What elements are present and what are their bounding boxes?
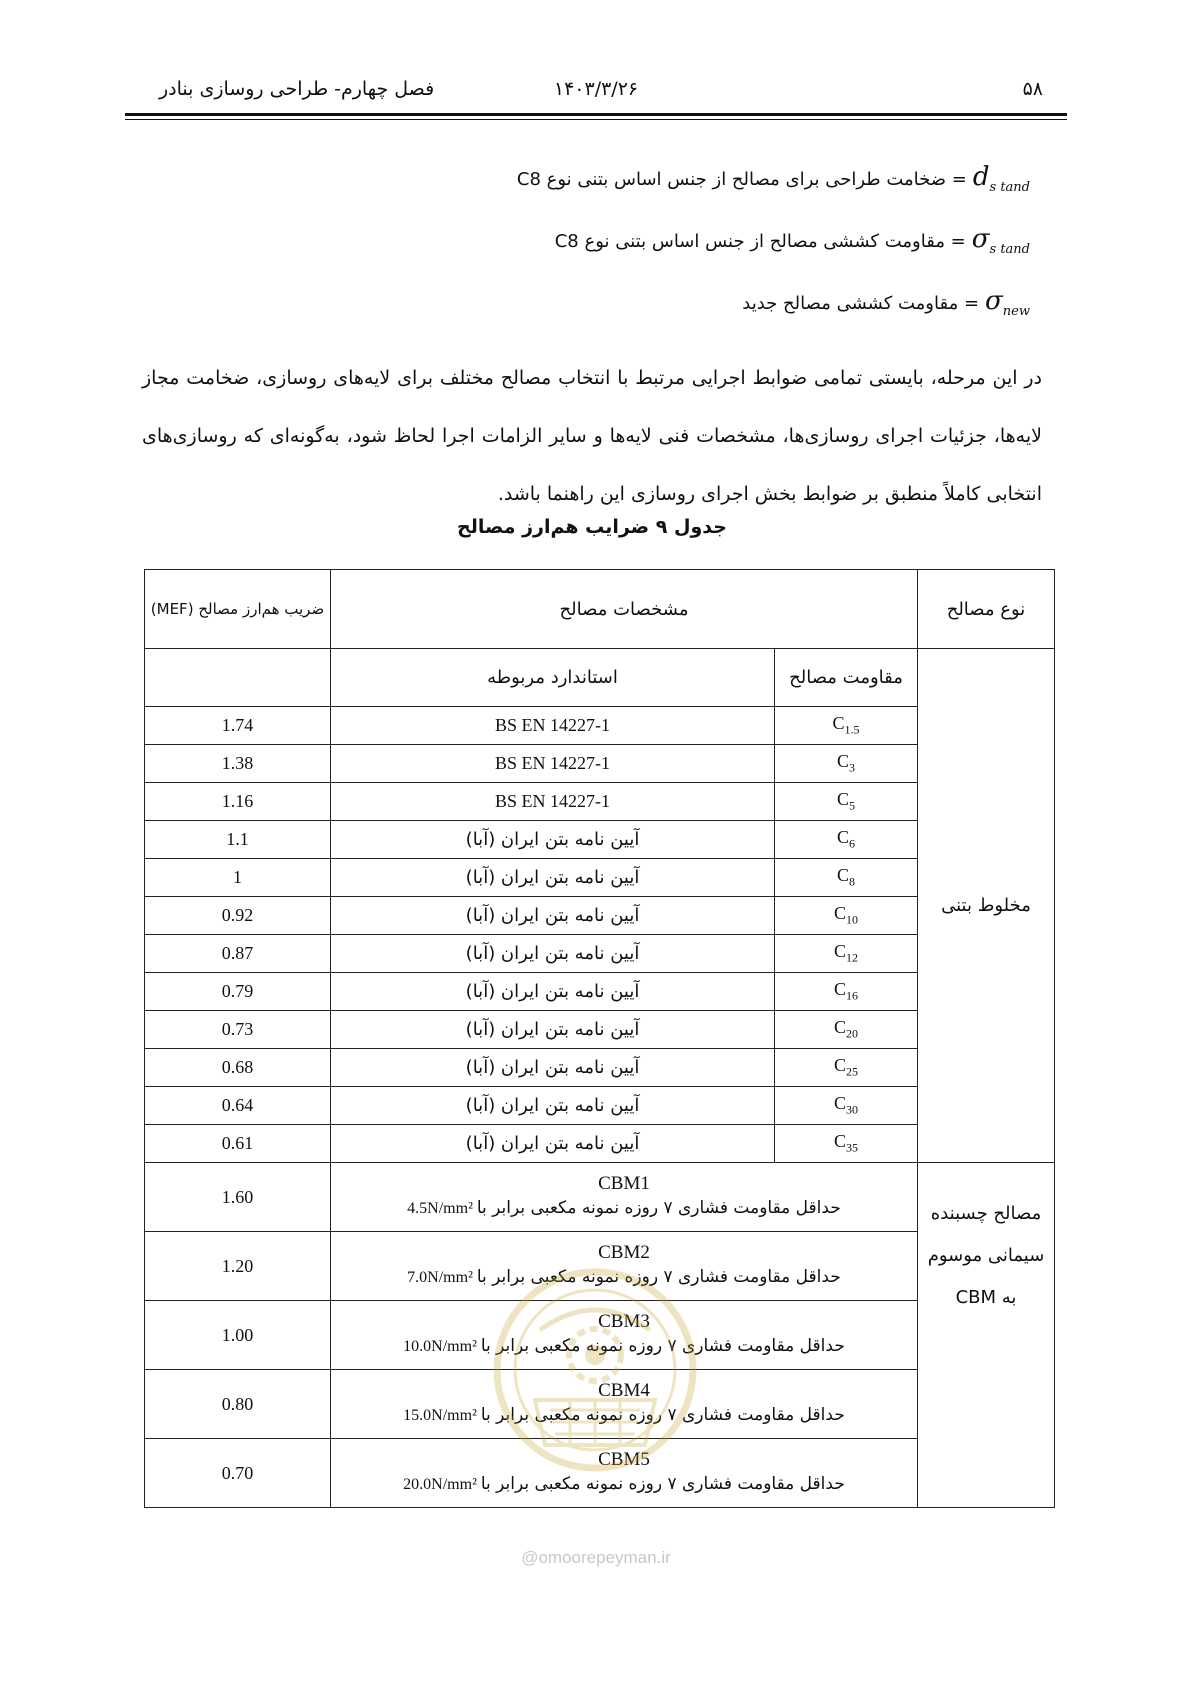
strength-grade [775, 821, 918, 859]
cbm-spec-prefix: حداقل مقاومت فشاری ۷ روزه نمونه مکعبی برابر با [480, 1473, 845, 1494]
cbm-name: CBM2 [598, 1241, 650, 1263]
grade-subscript: 6 [849, 836, 856, 851]
strength-grade [775, 1049, 918, 1087]
cbm-strength-value: 10.0N/mm² [403, 1337, 477, 1355]
watermark-seal-logo [480, 1260, 710, 1510]
mef-cell: 1.00 [145, 1301, 331, 1370]
mef-cell: 0.64 [145, 1087, 331, 1125]
definition-text: = مقاومت کششی مصالح جدید [742, 292, 980, 314]
mef-cell: 1.74 [145, 707, 331, 745]
header-mef: ضریب هم‌ارز مصالح (MEF) [145, 570, 331, 649]
mef-cell: 0.61 [145, 1125, 331, 1163]
strength-grade [775, 897, 918, 935]
standard-cell: آیین نامه بتن ایران (آبا) [331, 1087, 775, 1125]
mef-cell: 0.68 [145, 1049, 331, 1087]
standard-cell: BS EN 14227-1 [331, 745, 775, 783]
table-header-row [145, 570, 1055, 649]
cbm-name: CBM4 [598, 1379, 650, 1401]
cbm-spec-cell [331, 1163, 918, 1232]
strength-grade [775, 1125, 918, 1163]
strength-grade [775, 783, 918, 821]
group-cbm: مصالح چسبنده سیمانی موسوم به CBM [918, 1163, 1055, 1508]
grade-subscript: 1.5 [844, 722, 860, 737]
mef-cell: 0.87 [145, 935, 331, 973]
definition-sigma-new [400, 272, 1030, 334]
definition-sigma-stand [400, 210, 1030, 272]
grade-subscript: 30 [846, 1102, 859, 1117]
grade-letter: C [834, 1093, 847, 1114]
cbm-spec-prefix: حداقل مقاومت فشاری ۷ روزه نمونه مکعبی برابر با [480, 1335, 845, 1356]
grade-subscript: 12 [846, 950, 859, 965]
standard-cell: آیین نامه بتن ایران (آبا) [331, 1011, 775, 1049]
header-strength: مقاومت مصالح [775, 649, 918, 707]
grade-letter: C [837, 827, 850, 848]
mef-cell: 0.80 [145, 1370, 331, 1439]
grade-subscript: 20 [846, 1026, 859, 1041]
header-standard: استاندارد مربوطه [331, 649, 775, 707]
grade-letter: C [837, 865, 850, 886]
strength-grade [775, 935, 918, 973]
mef-cell: 1.1 [145, 821, 331, 859]
cbm-name: CBM3 [598, 1310, 650, 1332]
cbm-name: CBM5 [598, 1448, 650, 1470]
symbol: $\sigma_{s tand}$ [971, 224, 1030, 258]
definition-d-stand [400, 148, 1030, 210]
definition-text: = مقاومت کششی مصالح از جنس اساس بتنی نوع C8 [554, 230, 966, 252]
table-subheader-row [145, 649, 1055, 707]
standard-cell: آیین نامه بتن ایران (آبا) [331, 935, 775, 973]
chapter-title: فصل چهارم- طراحی روسازی بنادر [159, 78, 435, 100]
grade-subscript: 3 [849, 760, 856, 775]
grade-subscript: 8 [849, 874, 856, 889]
page-header [125, 68, 1067, 120]
strength-grade [775, 859, 918, 897]
cbm-spec-prefix: حداقل مقاومت فشاری ۷ روزه نمونه مکعبی برابر با [480, 1404, 845, 1425]
header-material-type: نوع مصالح [918, 570, 1055, 649]
header-date: ۱۴۰۳/۳/۲۶ [553, 78, 639, 100]
standard-cell: BS EN 14227-1 [331, 707, 775, 745]
strength-grade [775, 973, 918, 1011]
mef-cell: 1.16 [145, 783, 331, 821]
mef-cell: 0.70 [145, 1439, 331, 1508]
cbm-name: CBM1 [598, 1172, 650, 1194]
grade-subscript: 10 [846, 912, 859, 927]
standard-cell: آیین نامه بتن ایران (آبا) [331, 973, 775, 1011]
mef-cell: 0.73 [145, 1011, 331, 1049]
standard-cell: آیین نامه بتن ایران (آبا) [331, 897, 775, 935]
cbm-spec-prefix: حداقل مقاومت فشاری ۷ روزه نمونه مکعبی برابر با [476, 1266, 841, 1287]
header-rule-thin [125, 119, 1067, 120]
watermark-text: @omoorepeyman.ir [521, 1548, 671, 1567]
symbol: $d_{s tand}$ [972, 162, 1030, 196]
table-row [145, 1163, 1055, 1232]
grade-subscript: 35 [846, 1140, 859, 1155]
grade-letter: C [834, 1131, 847, 1152]
table-caption: جدول ۹ ضرایب هم‌ارز مصالح [457, 516, 727, 538]
mef-cell: 0.92 [145, 897, 331, 935]
mef-cell: 1.60 [145, 1163, 331, 1232]
grade-letter: C [834, 1055, 847, 1076]
standard-cell: آیین نامه بتن ایران (آبا) [331, 821, 775, 859]
mef-cell: 1.38 [145, 745, 331, 783]
cbm-spec-prefix: حداقل مقاومت فشاری ۷ روزه نمونه مکعبی برابر با [476, 1197, 841, 1218]
symbol: $\sigma_{new}$ [985, 286, 1030, 320]
mef-cell: 1 [145, 859, 331, 897]
grade-letter: C [837, 751, 850, 772]
grade-letter: C [834, 979, 847, 1000]
mef-cell: 0.79 [145, 973, 331, 1011]
grade-letter: C [837, 789, 850, 810]
cbm-strength-value: 7.0N/mm² [407, 1268, 473, 1286]
symbol-definitions [400, 148, 1030, 334]
strength-grade [775, 1087, 918, 1125]
grade-letter: C [834, 941, 847, 962]
empty-cell [145, 649, 331, 707]
grade-letter: C [834, 903, 847, 924]
cbm-strength-value: 4.5N/mm² [407, 1199, 473, 1217]
standard-cell: آیین نامه بتن ایران (آبا) [331, 1125, 775, 1163]
header-rule-thick [125, 113, 1067, 116]
definition-text: = ضخامت طراحی برای مصالح از جنس اساس بتنی نوع C8 [516, 168, 967, 190]
cbm-spec [331, 1195, 917, 1222]
grade-letter: C [834, 1017, 847, 1038]
strength-grade [775, 1011, 918, 1049]
group-concrete: مخلوط بتنی [918, 649, 1055, 1163]
grade-subscript: 5 [849, 798, 856, 813]
standard-cell: BS EN 14227-1 [331, 783, 775, 821]
body-paragraph: در این مرحله، بایستی تمامی ضوابط اجرایی مرتبط با انتخاب مصالح مختلف برای لایه‌های روسازی، ضخامت مجاز لایه‌ها، جزئیات اجرای روسازی‌ها، مشخصات فنی لایه‌ها و سایر الزامات اجرا لحاظ شود، به‌گونه‌ای که روسازی‌های انتخابی کاملاً منطبق بر ضوابط بخش اجرای روسازی این راهنما باشد. [142, 367, 1042, 505]
grade-subscript: 25 [846, 1064, 859, 1079]
strength-grade [775, 707, 918, 745]
grade-subscript: 16 [846, 988, 859, 1003]
standard-cell: آیین نامه بتن ایران (آبا) [331, 859, 775, 897]
grade-letter: C [832, 713, 845, 734]
cbm-strength-value: 15.0N/mm² [403, 1406, 477, 1424]
page-number: ۵۸ [1022, 78, 1043, 100]
strength-grade [775, 745, 918, 783]
standard-cell: آیین نامه بتن ایران (آبا) [331, 1049, 775, 1087]
cbm-strength-value: 20.0N/mm² [403, 1475, 477, 1493]
header-specifications: مشخصات مصالح [331, 570, 918, 649]
mef-cell: 1.20 [145, 1232, 331, 1301]
